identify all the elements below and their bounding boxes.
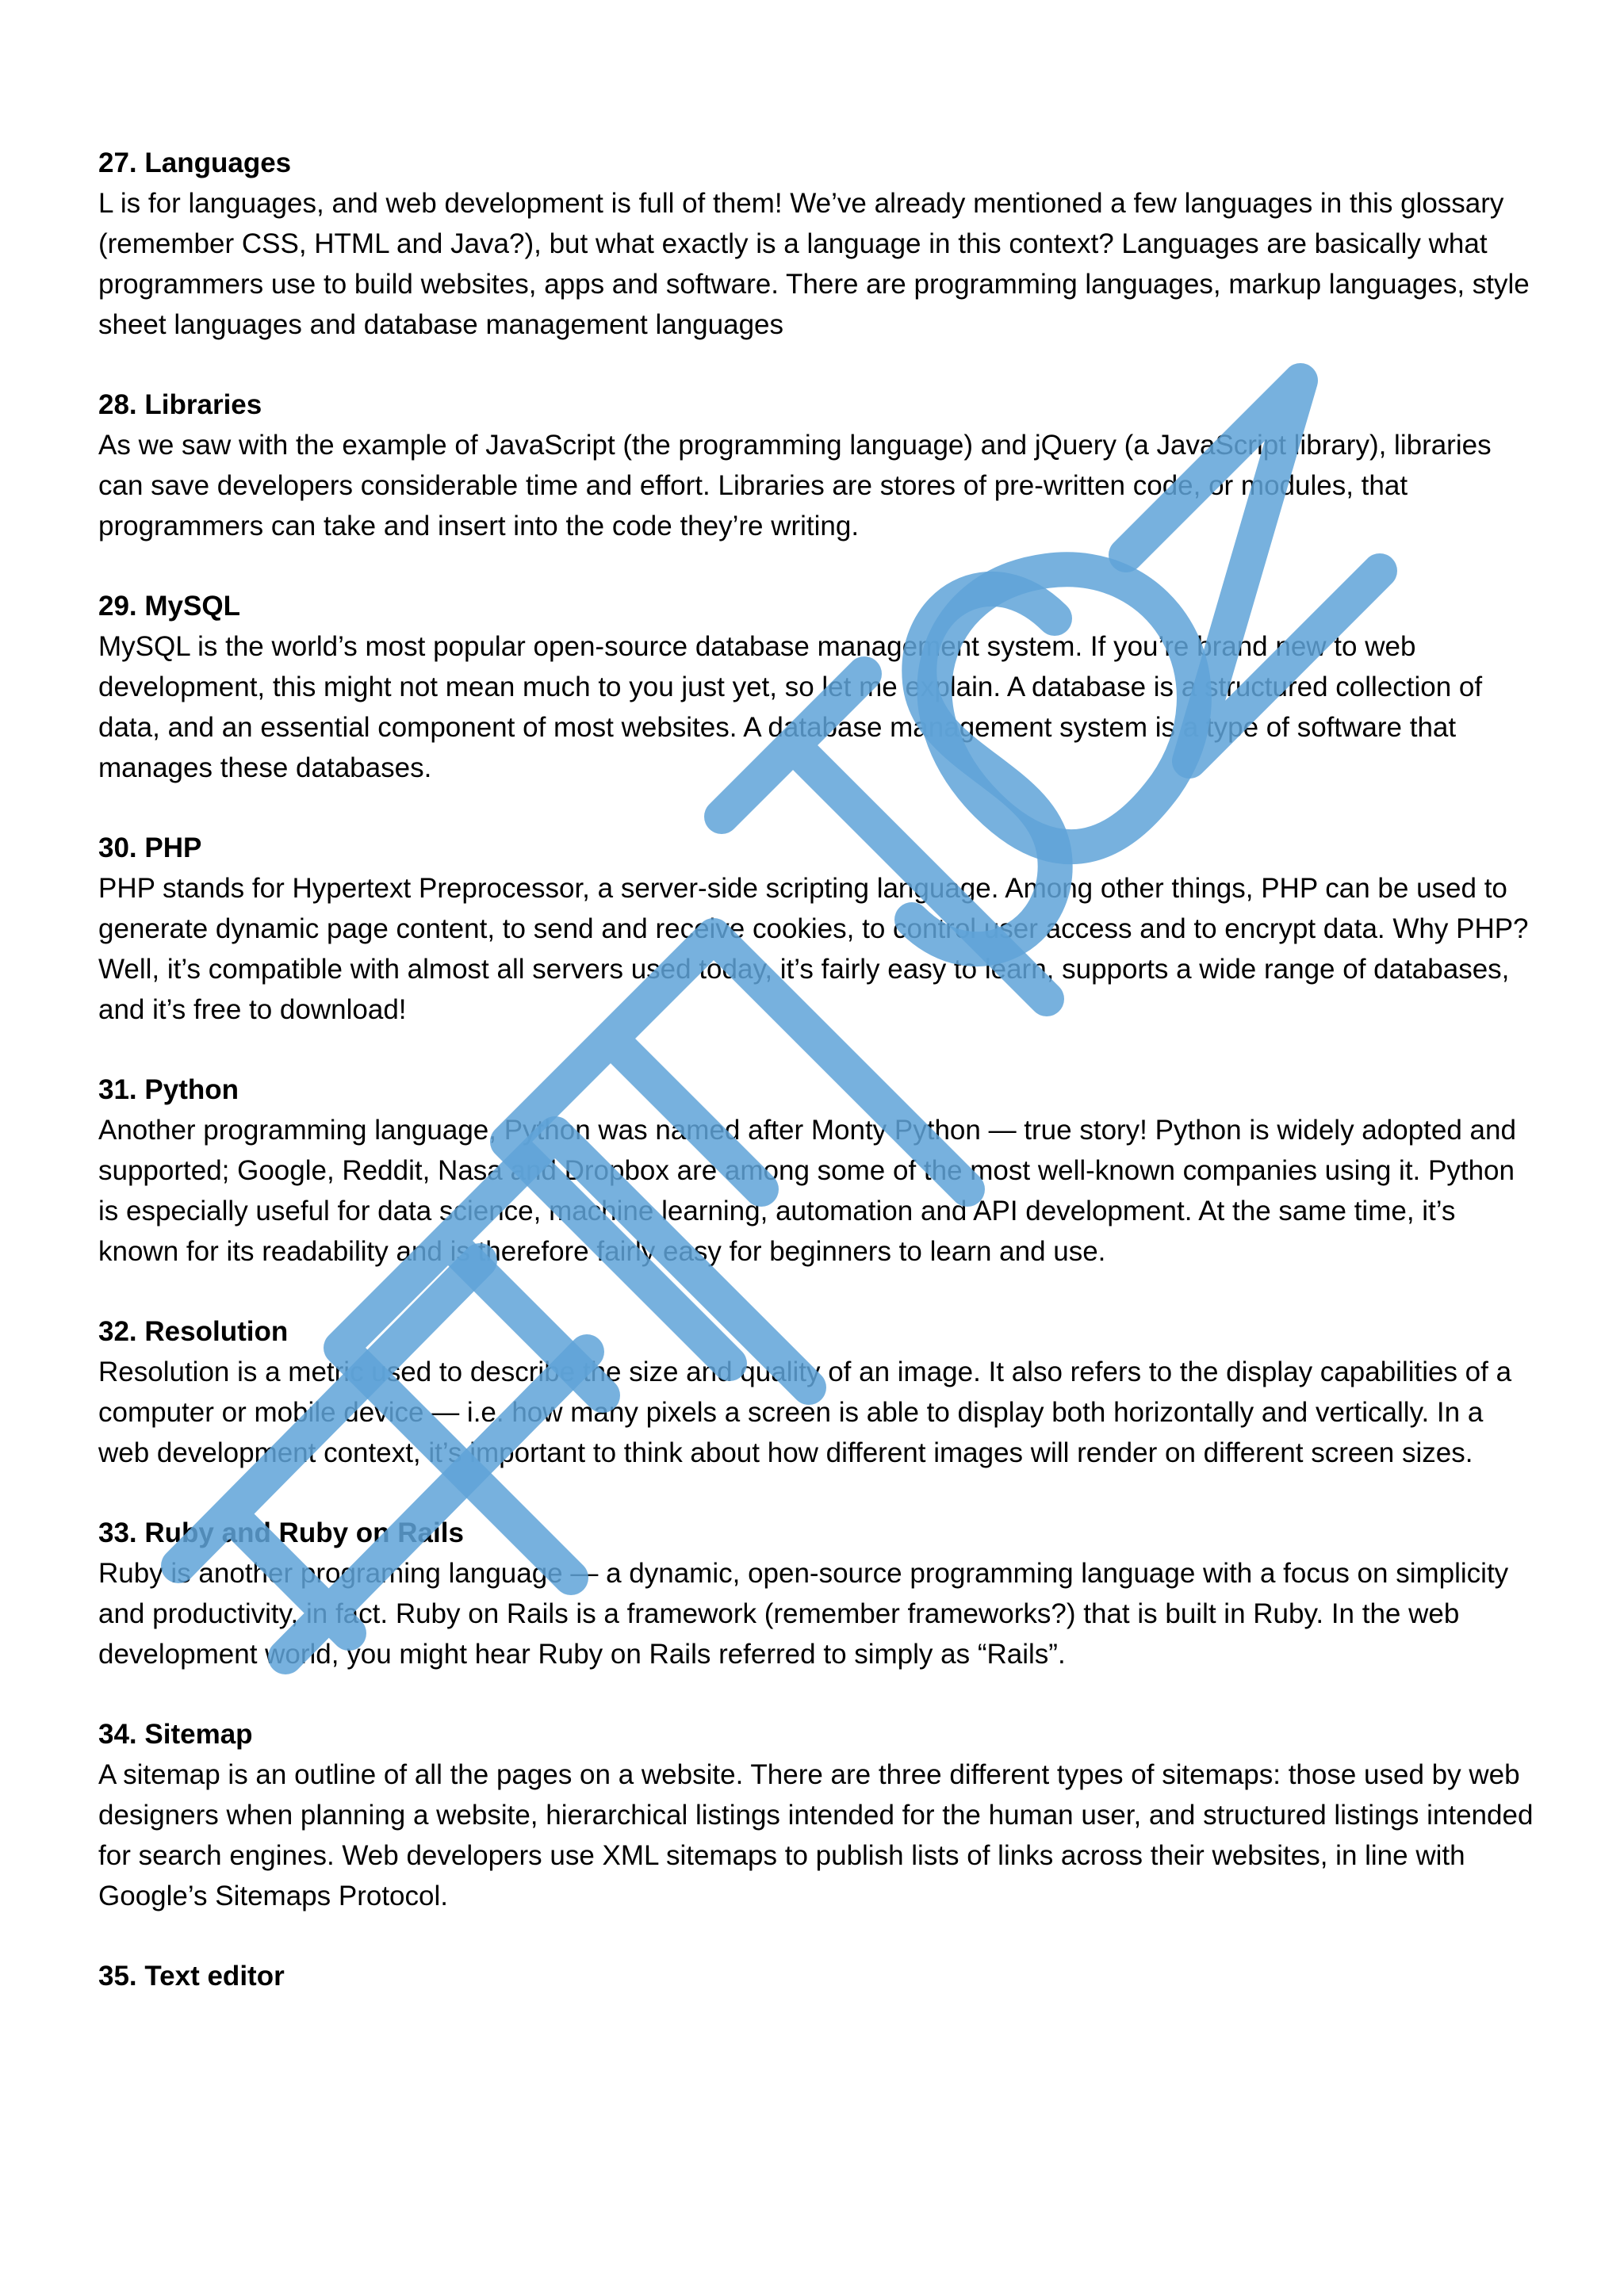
- entry-heading: 34. Sitemap: [98, 1719, 253, 1750]
- glossary-entry-php: [98, 828, 1542, 1030]
- glossary-entry-sitemap: [98, 1714, 1542, 1916]
- entry-heading: 30. PHP: [98, 832, 202, 863]
- entry-heading: 35. Text editor: [98, 1961, 285, 1992]
- entry-body: MySQL is the world’s most popular open-source database management system. If you’re brand new to web development, this might not mean much to you just yet, so let me explain. A database is a structured collection of data, and an essential component of most websites. A database management system is a type of software that manages these databases.: [98, 631, 1483, 783]
- entry-heading: 28. Libraries: [98, 389, 262, 420]
- entry-heading: 33. Ruby and Ruby on Rails: [98, 1517, 464, 1548]
- glossary-entry-text-editor: [98, 1956, 1542, 1996]
- glossary-entry-resolution: [98, 1311, 1542, 1473]
- entry-body: PHP stands for Hypertext Preprocessor, a server-side scripting language. Among other things, PHP can be used to generate dynamic page content, to send and receive cookies, to control user access and to encrypt data. Why PHP? Well, it’s compatible with almost all servers used today, it’s fairly easy to learn, supports a wide range of databases, and it’s free to download!: [98, 873, 1529, 1025]
- entry-body: A sitemap is an outline of all the pages on a website. There are three different types of sitemaps: those used by web designers when planning a website, hierarchical listings intended for the human user, and structured listings intended for search engines. Web developers use XML sitemaps to publish lists of links across their websites, in line with Google’s Sitemaps Protocol.: [98, 1759, 1534, 1911]
- glossary-entry-libraries: [98, 385, 1542, 546]
- document-content: [98, 143, 1542, 2036]
- entry-heading: 27. Languages: [98, 147, 292, 178]
- entry-body: L is for languages, and web development is full of them! We’ve already mentioned a few languages in this glossary (remember CSS, HTML and Java?), but what exactly is a language in this context? Languages are basically what programmers use to build websites, apps and software. There are programming languages, markup languages, style sheet languages and database management languages: [98, 188, 1530, 340]
- glossary-entry-mysql: [98, 586, 1542, 788]
- entry-body: Resolution is a metric used to describe the size and quality of an image. It also refers to the display capabilities of a computer or mobile device — i.e. how many pixels a screen is able to display both horizontally and vertically. In a web development context, it’s important to think about how different images will render on different screen sizes.: [98, 1357, 1512, 1468]
- entry-heading: 32. Resolution: [98, 1316, 289, 1347]
- entry-body: Ruby is another programing language — a dynamic, open-source programming language with a focus on simplicity and productivity, in fact. Ruby on Rails is a framework (remember frameworks?) that is built in Ruby. In the web development world, you might hear Ruby on Rails referred to simply as “Rails”.: [98, 1558, 1509, 1670]
- entry-heading: 31. Python: [98, 1074, 239, 1105]
- glossary-entry-ruby: [98, 1513, 1542, 1674]
- entry-heading: 29. MySQL: [98, 591, 240, 622]
- glossary-entry-python: [98, 1070, 1542, 1272]
- entry-body: As we saw with the example of JavaScript (the programming language) and jQuery (a JavaScript library), libraries can save developers considerable time and effort. Libraries are stores of pre-written code, or modules, that programmers can take and insert into the code they’re writing.: [98, 430, 1492, 541]
- glossary-entry-languages: [98, 143, 1542, 345]
- entry-body: Another programming language, Python was named after Monty Python — true story! Python is widely adopted and supported; Google, Reddit, Nasa and Dropbox are among some of the most well-known companies using it. Python is especially useful for data science, machine learning, automation and API development. At the same time, it’s known for its readability and is therefore fairly easy for beginners to learn and use.: [98, 1115, 1516, 1267]
